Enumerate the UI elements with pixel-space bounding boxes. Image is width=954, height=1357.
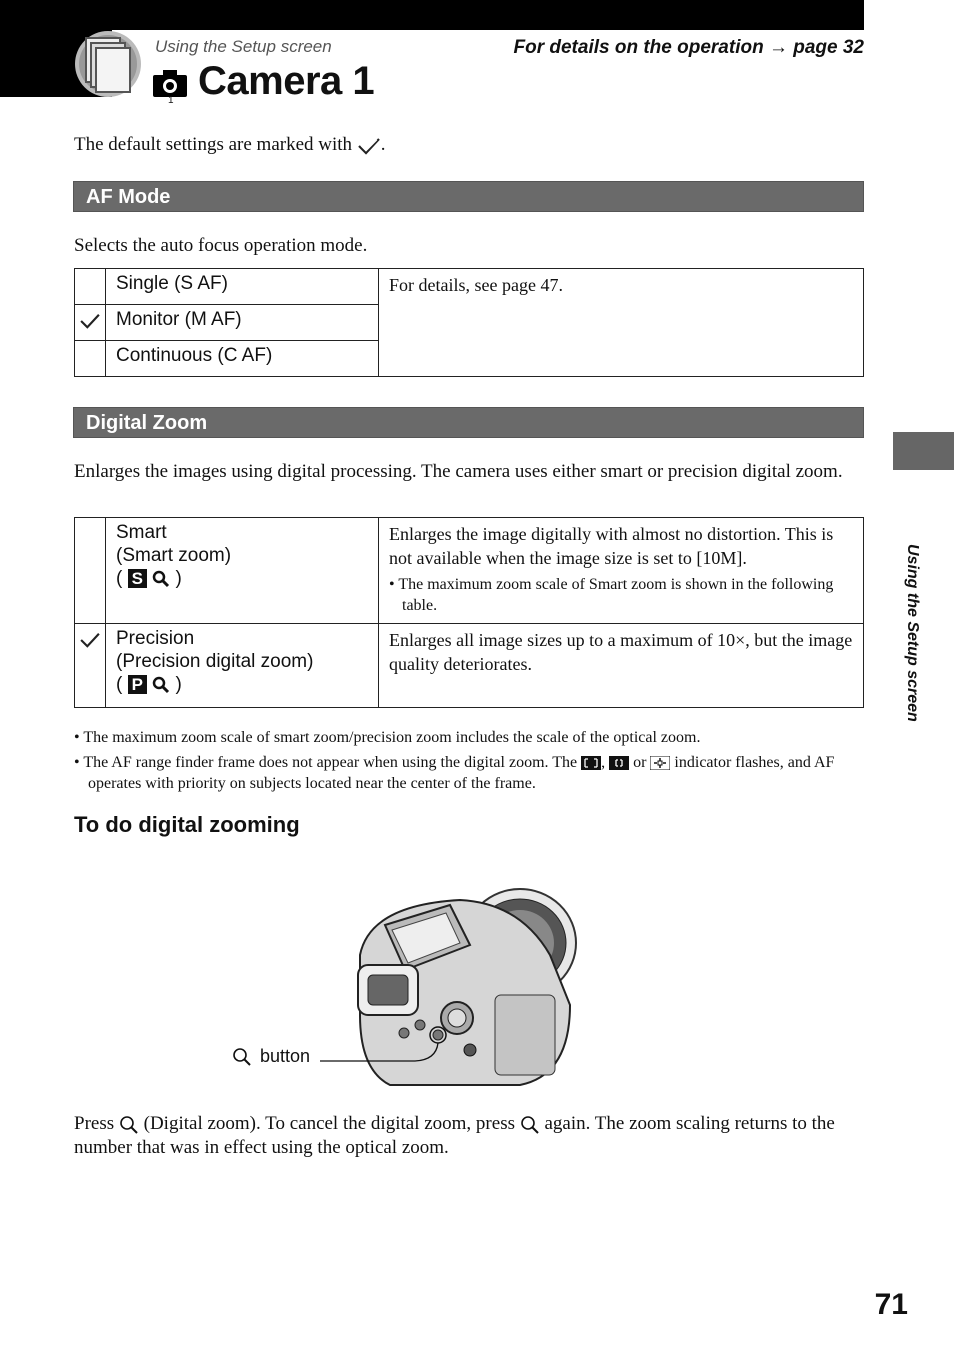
default-marker-cell — [75, 269, 106, 305]
digital-zoom-description: Enlarges the images using digital processing. The camera uses either smart or precision digital zoom. — [74, 461, 843, 482]
default-marker-cell — [75, 624, 106, 708]
default-note — [74, 133, 864, 157]
zoom-button-callout — [232, 1046, 310, 1067]
note-or: or — [633, 754, 647, 771]
details-link[interactable]: For details on the operation → page 32 — [513, 37, 864, 58]
digital-zoom-heading: Digital Zoom — [73, 407, 864, 438]
table-row — [75, 269, 864, 305]
camera-icon — [152, 68, 188, 98]
smart-zoom-desc: Enlarges the image digitally with almost no distortion. This is not available when the image size is set to [10M]. — [389, 524, 834, 568]
setup-screen-logo-icon — [74, 30, 144, 98]
option-name-line1: Smart — [116, 522, 167, 543]
checkmark-icon — [79, 632, 101, 648]
zoom-magnifier-icon — [520, 1115, 540, 1135]
af-mode-heading: AF Mode — [73, 181, 864, 212]
side-tab-marker — [893, 432, 954, 470]
checkmark-icon — [357, 137, 381, 155]
side-tab-label: Using the Setup screen — [904, 544, 921, 722]
page-number: 71 — [874, 1288, 908, 1321]
af-mode-description: Selects the auto focus operation mode. — [74, 235, 368, 256]
option-name: Monitor (M AF) — [106, 305, 379, 341]
paren-open: ( — [116, 674, 123, 695]
instruction-text: Press — [74, 1113, 115, 1134]
option-name: Continuous (C AF) — [106, 341, 379, 377]
smart-zoom-note: • The maximum zoom scale of Smart zoom is shown in the following table. — [389, 576, 834, 614]
default-marker-cell — [75, 305, 106, 341]
af-frame-center-icon — [609, 756, 629, 770]
zoom-magnifier-icon — [152, 676, 170, 694]
zoom-magnifier-icon — [232, 1047, 252, 1067]
note-separator: , — [601, 754, 606, 771]
option-name — [106, 518, 379, 624]
paren-open: ( — [116, 568, 123, 589]
af-frame-flexible-icon — [650, 756, 670, 770]
precision-zoom-indicator — [116, 673, 368, 696]
option-detail: For details, see page 47. — [379, 269, 864, 377]
af-frame-wide-icon — [581, 756, 601, 770]
note-item: • The maximum zoom scale of smart zoom/precision zoom includes the scale of the optical zoom. — [74, 729, 701, 746]
instruction-text: (Digital zoom). To cancel the digital zoom, press — [143, 1113, 515, 1134]
note-text-end: indicator flashes, and AF operates with priority on subjects located near the center of the frame. — [88, 754, 835, 792]
option-detail — [379, 518, 864, 624]
smart-zoom-indicator — [116, 567, 368, 590]
instruction-text: again. The zoom scaling returns to the number that was in effect using the optical zoom. — [74, 1113, 835, 1158]
digital-zoom-notes — [74, 727, 854, 798]
zoom-magnifier-icon — [119, 1115, 139, 1135]
header-bar — [0, 0, 864, 30]
note-item — [74, 752, 854, 794]
how-to-heading: To do digital zooming — [74, 812, 300, 837]
table-row — [75, 518, 864, 624]
option-name-line2: (Precision digital zoom) — [116, 651, 314, 672]
default-note-end: . — [380, 134, 386, 155]
option-detail: Enlarges all image sizes up to a maximum of 10×, but the image quality deteriorates. — [379, 624, 864, 708]
smart-zoom-badge-icon: S — [128, 569, 147, 588]
note-text: • The AF range finder frame does not appear when using the digital zoom. The — [74, 754, 578, 771]
camera-illustration — [320, 885, 580, 1090]
page-title: Camera 1 — [198, 59, 375, 103]
default-marker-cell — [75, 341, 106, 377]
checkmark-icon — [79, 313, 101, 329]
default-marker-cell — [75, 518, 106, 624]
zoom-button-label: button — [260, 1046, 311, 1066]
table-row — [75, 624, 864, 708]
section-label: Using the Setup screen — [155, 37, 332, 56]
option-name — [106, 624, 379, 708]
default-note-text: The default settings are marked with — [74, 134, 353, 155]
paren-close: ) — [175, 674, 182, 695]
af-mode-table — [74, 268, 864, 377]
option-name-line2: (Smart zoom) — [116, 545, 232, 566]
camera-icon-subscript: 1 — [168, 95, 174, 106]
page-title-group — [152, 58, 374, 104]
precision-zoom-badge-icon: P — [128, 675, 147, 694]
option-name-line1: Precision — [116, 628, 195, 649]
how-to-instructions — [74, 1112, 864, 1160]
option-name: Single (S AF) — [106, 269, 379, 305]
zoom-magnifier-icon — [152, 570, 170, 588]
paren-close: ) — [175, 568, 182, 589]
digital-zoom-table — [74, 517, 864, 708]
